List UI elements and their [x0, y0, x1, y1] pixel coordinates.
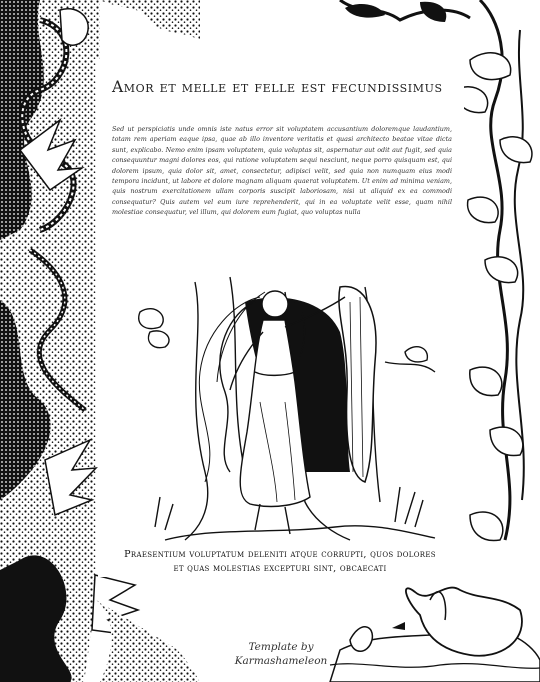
body-paragraph: Sed ut perspiciatis unde omnis iste natus error sit voluptatem accusantium doloremque laudantium, totam rem aperiam eaque ipsa, quae ab illo inventore veritatis et quasi architecto beatae vitae dicta sunt, explicabo. Nemo enim ipsam voluptatem, quia voluptas sit, aspernatur aut odit aut fugit, sed quia consequuntur magni dolores eos, qui ratione voluptatem sequi nesciunt, neque porro quisquam est, qui dolorem ipsum, quia dolor sit, amet, consectetur, adipisci velit, sed quia non numquam eius modi tempora incidunt, ut labore et dolore magnam aliquam quaerat voluptatem. Ut enim ad minima veniam, quis nostrum exercitationem ullam corporis suscipit laboriosam, nisi ut aliquid ex ea commodi consequatur? Quis autem vel eum iure reprehenderit, qui in ea voluptate velit esse, quam nihil molestiae consequatur, vel illum, qui dolorem eum fugiat, quo voluptas nulla	[112, 125, 452, 217]
page-title: Amor et melle et felle est fecundissimus	[112, 78, 443, 96]
credit-line-1: Template by	[248, 641, 314, 653]
credit-line-2: Karmashameleon	[234, 655, 328, 667]
caption-line-2: et quas molestias excepturi sint, obcaecati	[173, 563, 387, 574]
maiden-tree-illustration	[135, 272, 445, 542]
illustration-caption	[104, 548, 456, 576]
template-credit	[226, 640, 336, 668]
caption-line-1: Praesentium voluptatum deleniti atque corrupti, quos dolores	[124, 549, 436, 560]
swan-art	[330, 588, 540, 682]
